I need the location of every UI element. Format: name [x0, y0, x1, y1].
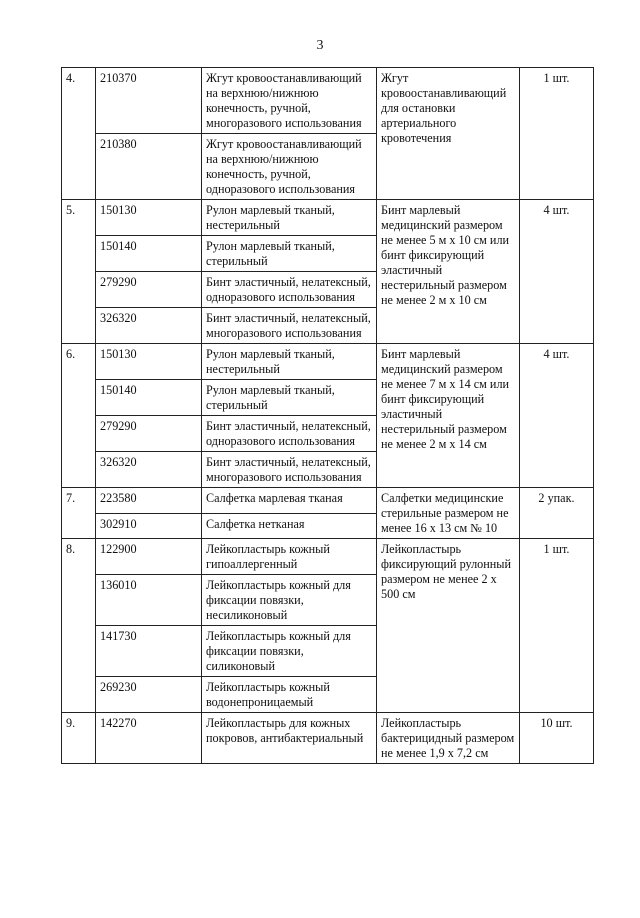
- group-number: 4.: [62, 68, 96, 200]
- item-name: Лейкопластырь кожный водонепроницаемый: [202, 677, 377, 713]
- table-row: [62, 713, 594, 764]
- item-name: Бинт эластичный, нелатексный, одноразового использования: [202, 416, 377, 452]
- equipment-spec-table: [61, 67, 594, 764]
- item-code: 302910: [96, 513, 202, 539]
- item-code: 136010: [96, 575, 202, 626]
- item-code: 210380: [96, 134, 202, 200]
- spec-table-body: [62, 68, 594, 764]
- group-number: 6.: [62, 344, 96, 488]
- item-name: Рулон марлевый тканый, нестерильный: [202, 200, 377, 236]
- item-code: 150130: [96, 344, 202, 380]
- quantity: 4 шт.: [520, 200, 594, 344]
- item-name: Салфетка нетканая: [202, 513, 377, 539]
- item-code: 150140: [96, 236, 202, 272]
- group-number: 7.: [62, 488, 96, 539]
- item-code: 122900: [96, 539, 202, 575]
- item-name: Бинт эластичный, нелатексный, многоразового использования: [202, 308, 377, 344]
- item-code: 150140: [96, 380, 202, 416]
- item-code: 279290: [96, 272, 202, 308]
- requirement-description: Лейкопластырь бактерицидный размером не менее 1,9 х 7,2 см: [377, 713, 520, 764]
- item-name: Жгут кровоостанавливающий на верхнюю/нижнюю конечность, ручной, одноразового использования: [202, 134, 377, 200]
- table-row: [62, 539, 594, 575]
- item-name: Бинт эластичный, нелатексный, многоразового использования: [202, 452, 377, 488]
- item-code: 150130: [96, 200, 202, 236]
- item-name: Салфетка марлевая тканая: [202, 488, 377, 514]
- requirement-description: Лейкопластырь фиксирующий рулонный размером не менее 2 х 500 см: [377, 539, 520, 713]
- quantity: 1 шт.: [520, 68, 594, 200]
- item-name: Рулон марлевый тканый, стерильный: [202, 236, 377, 272]
- item-code: 142270: [96, 713, 202, 764]
- item-code: 269230: [96, 677, 202, 713]
- page-number: 3: [316, 38, 324, 53]
- quantity: 10 шт.: [520, 713, 594, 764]
- requirement-description: Бинт марлевый медицинский размером не менее 7 м х 14 см или бинт фиксирующий эластичный нестерильный размером не менее 2 м х 14 см: [377, 344, 520, 488]
- item-code: 279290: [96, 416, 202, 452]
- item-code: 223580: [96, 488, 202, 514]
- table-row: [62, 68, 594, 134]
- requirement-description: Бинт марлевый медицинский размером не менее 5 м х 10 см или бинт фиксирующий эластичный нестерильный размером не менее 2 м х 10 см: [377, 200, 520, 344]
- item-name: Лейкопластырь кожный для фиксации повязки, несиликоновый: [202, 575, 377, 626]
- item-code: 141730: [96, 626, 202, 677]
- requirement-description: Жгут кровоостанавливающий для остановки артериального кровотечения: [377, 68, 520, 200]
- quantity: 4 шт.: [520, 344, 594, 488]
- group-number: 5.: [62, 200, 96, 344]
- requirement-description: Салфетки медицинские стерильные размером не менее 16 х 13 см № 10: [377, 488, 520, 539]
- item-code: 210370: [96, 68, 202, 134]
- item-name: Рулон марлевый тканый, стерильный: [202, 380, 377, 416]
- table-row: [62, 200, 594, 236]
- item-name: Бинт эластичный, нелатексный, одноразового использования: [202, 272, 377, 308]
- quantity: 2 упак.: [520, 488, 594, 539]
- item-name: Рулон марлевый тканый, нестерильный: [202, 344, 377, 380]
- table-row: [62, 488, 594, 514]
- item-code: 326320: [96, 452, 202, 488]
- item-name: Жгут кровоостанавливающий на верхнюю/нижнюю конечность, ручной, многоразового использования: [202, 68, 377, 134]
- item-name: Лейкопластырь кожный для фиксации повязки, силиконовый: [202, 626, 377, 677]
- item-code: 326320: [96, 308, 202, 344]
- item-name: Лейкопластырь кожный гипоаллергенный: [202, 539, 377, 575]
- quantity: 1 шт.: [520, 539, 594, 713]
- group-number: 9.: [62, 713, 96, 764]
- table-row: [62, 344, 594, 380]
- group-number: 8.: [62, 539, 96, 713]
- item-name: Лейкопластырь для кожных покровов, антибактериальный: [202, 713, 377, 764]
